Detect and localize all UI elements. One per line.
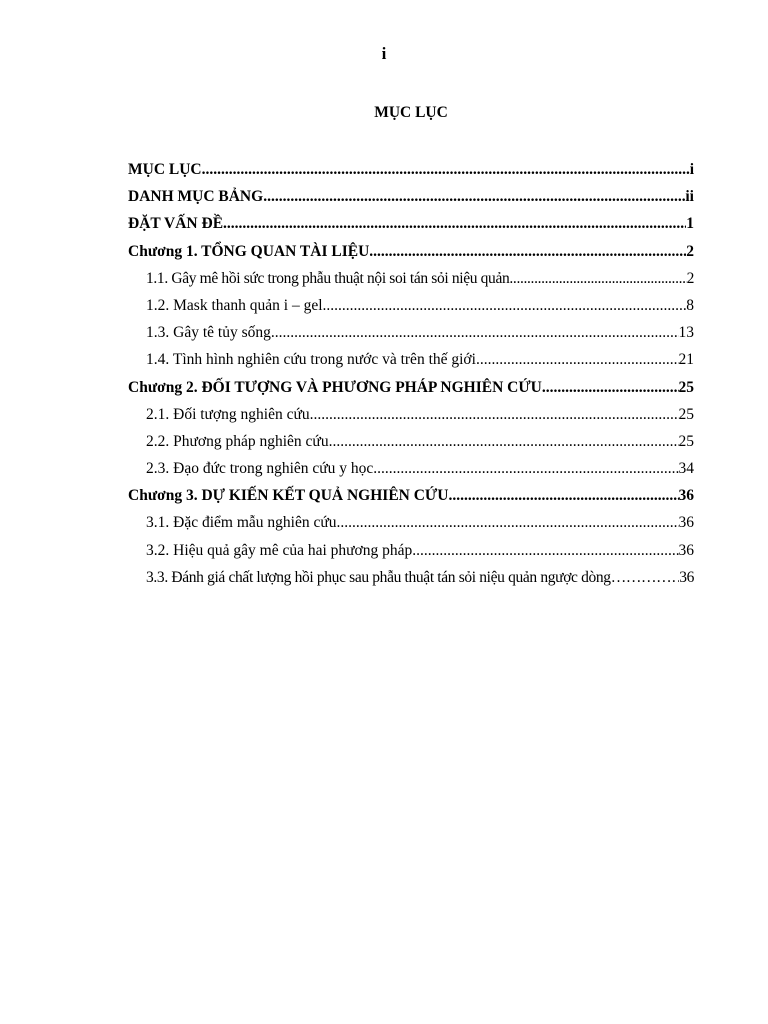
toc-entry-page: 36 <box>678 487 694 505</box>
toc-entry-section-3-2[interactable] <box>128 541 694 568</box>
toc-entry-dat-van-de[interactable] <box>128 214 694 241</box>
toc-entry-muc-luc[interactable] <box>128 160 694 187</box>
toc-entry-label: Chương 2. ĐỐI TƯỢNG VÀ PHƯƠNG PHÁP NGHIÊN CỨU <box>128 378 542 396</box>
toc-entry-page: 13 <box>678 324 694 342</box>
toc-entry-label: 1.2. Mask thanh quản i – gel <box>146 296 323 314</box>
toc-entry-page: 34 <box>678 460 694 478</box>
toc-entry-section-1-3[interactable] <box>128 323 694 350</box>
dot-leader <box>611 568 679 588</box>
table-of-contents <box>128 160 694 595</box>
toc-entry-section-1-1[interactable] <box>128 269 694 296</box>
dot-leader <box>329 432 679 452</box>
toc-entry-page: 36 <box>678 514 694 532</box>
toc-entry-label: 3.1. Đặc điểm mẫu nghiên cứu <box>146 514 337 532</box>
toc-entry-page: ii <box>685 188 694 206</box>
toc-entry-chapter-3[interactable] <box>128 486 694 513</box>
toc-entry-chapter-1[interactable] <box>128 242 694 269</box>
toc-entry-section-1-2[interactable] <box>128 296 694 323</box>
toc-entry-page: 8 <box>686 296 694 314</box>
toc-entry-section-2-2[interactable] <box>128 432 694 459</box>
toc-entry-label: 3.3. Đánh giá chất lượng hồi phục sau phẫu thuật tán sỏi niệu quản ngược dòng <box>146 568 611 586</box>
toc-entry-section-1-4[interactable] <box>128 350 694 377</box>
dot-leader <box>263 187 685 207</box>
toc-entry-section-3-1[interactable] <box>128 513 694 540</box>
toc-entry-page: i <box>689 161 694 178</box>
toc-entry-section-3-3[interactable] <box>128 568 694 595</box>
dot-leader <box>271 323 679 343</box>
toc-entry-label: 2.3. Đạo đức trong nghiên cứu y học <box>146 460 374 478</box>
toc-entry-label: 1.3. Gây tê tủy sống <box>146 324 271 342</box>
toc-entry-page: 21 <box>678 351 694 369</box>
dot-leader <box>310 405 679 425</box>
dot-leader <box>202 160 690 180</box>
toc-entry-label: DANH MỤC BẢNG <box>128 188 264 206</box>
dot-leader <box>336 513 678 533</box>
dot-leader <box>223 214 686 234</box>
toc-title: MỤC LỤC <box>374 104 448 121</box>
toc-entry-section-2-3[interactable] <box>128 459 694 486</box>
toc-entry-danh-muc-bang[interactable] <box>128 187 694 214</box>
dot-leader <box>412 541 678 561</box>
toc-entry-label: 2.1. Đối tượng nghiên cứu <box>146 405 310 423</box>
dot-leader <box>323 296 687 316</box>
toc-entry-label: MỤC LỤC <box>128 161 202 178</box>
dot-leader <box>476 350 679 370</box>
toc-entry-page: 36 <box>678 541 694 559</box>
toc-entry-page: 36 <box>679 568 694 586</box>
toc-entry-label: 3.2. Hiệu quả gây mê của hai phương pháp <box>146 541 413 559</box>
dot-leader <box>509 269 686 289</box>
toc-entry-page: 1 <box>686 215 694 233</box>
toc-entry-page: 25 <box>678 405 694 423</box>
toc-entry-page: 25 <box>678 432 694 450</box>
toc-entry-page: 2 <box>686 242 694 260</box>
page-number: i <box>381 44 387 63</box>
toc-entry-label: ĐẶT VẤN ĐỀ <box>128 215 224 233</box>
dot-leader <box>542 378 679 398</box>
toc-entry-label: 2.2. Phương pháp nghiên cứu <box>146 432 329 450</box>
toc-entry-page: 25 <box>678 378 694 396</box>
toc-entry-label: Chương 1. TỔNG QUAN TÀI LIỆU <box>128 242 370 260</box>
dot-leader <box>373 459 678 479</box>
toc-entry-section-2-1[interactable] <box>128 405 694 432</box>
toc-entry-page: 2 <box>686 269 694 287</box>
toc-entry-label: 1.4. Tình hình nghiên cứu trong nước và trên thế giới <box>146 351 476 369</box>
toc-entry-chapter-2[interactable] <box>128 378 694 405</box>
toc-entry-label: 1.1. Gây mê hồi sức trong phẫu thuật nội soi tán sỏi niệu quản <box>146 269 510 287</box>
dot-leader <box>369 242 686 262</box>
toc-entry-label: Chương 3. DỰ KIẾN KẾT QUẢ NGHIÊN CỨU <box>128 487 449 505</box>
dot-leader <box>448 486 678 506</box>
